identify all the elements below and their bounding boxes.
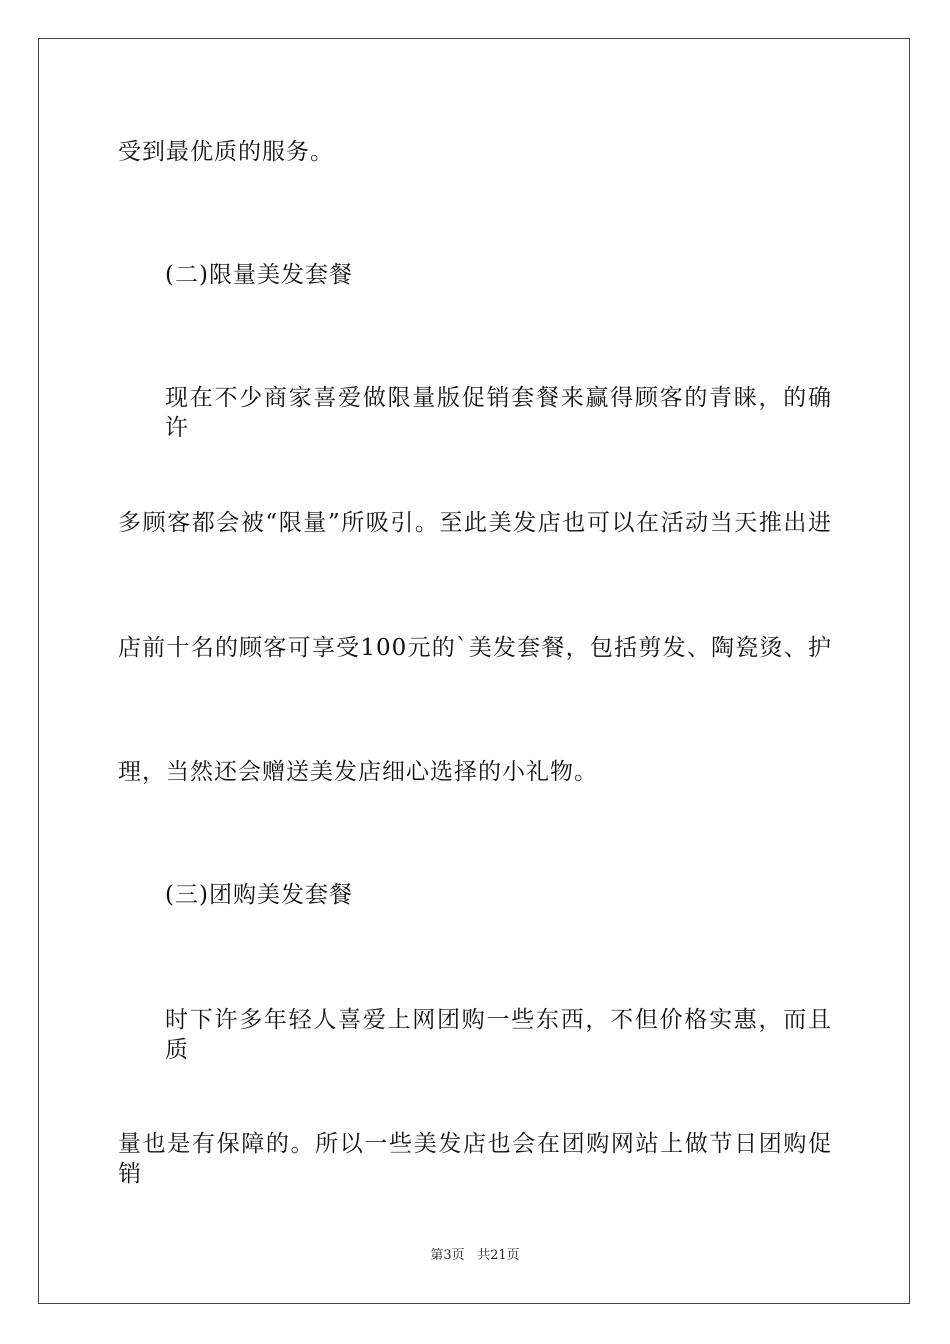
paragraph-line-6: 理，当然还会赠送美发店细心选择的小礼物。 [118, 759, 598, 785]
paragraph-line-8: 时下许多年轻人喜爱上网团购一些东西，不但价格实惠，而且质 [165, 1007, 832, 1063]
paragraph-line-4: 多顾客都会被“限量”所吸引。至此美发店也可以在活动当天推出进 [118, 510, 832, 536]
section-heading-2: (二)限量美发套餐 [165, 262, 353, 288]
paragraph-line-3: 现在不少商家喜爱做限量版促销套餐来赢得顾客的青睐，的确许 [165, 385, 832, 441]
paragraph-line-1: 受到最优质的服务。 [118, 139, 334, 165]
page-number: 第3页 [430, 1248, 465, 1263]
paragraph-line-9: 量也是有保障的。所以一些美发店也会在团购网站上做节日团购促销 [118, 1131, 832, 1187]
page-footer [0, 1247, 950, 1265]
paragraph-line-5: 店前十名的顾客可享受100元的`美发套餐，包括剪发、陶瓷烫、护 [118, 635, 832, 661]
page-border [38, 38, 910, 1304]
total-pages: 共21页 [477, 1248, 520, 1263]
section-heading-3: (三)团购美发套餐 [165, 882, 353, 908]
